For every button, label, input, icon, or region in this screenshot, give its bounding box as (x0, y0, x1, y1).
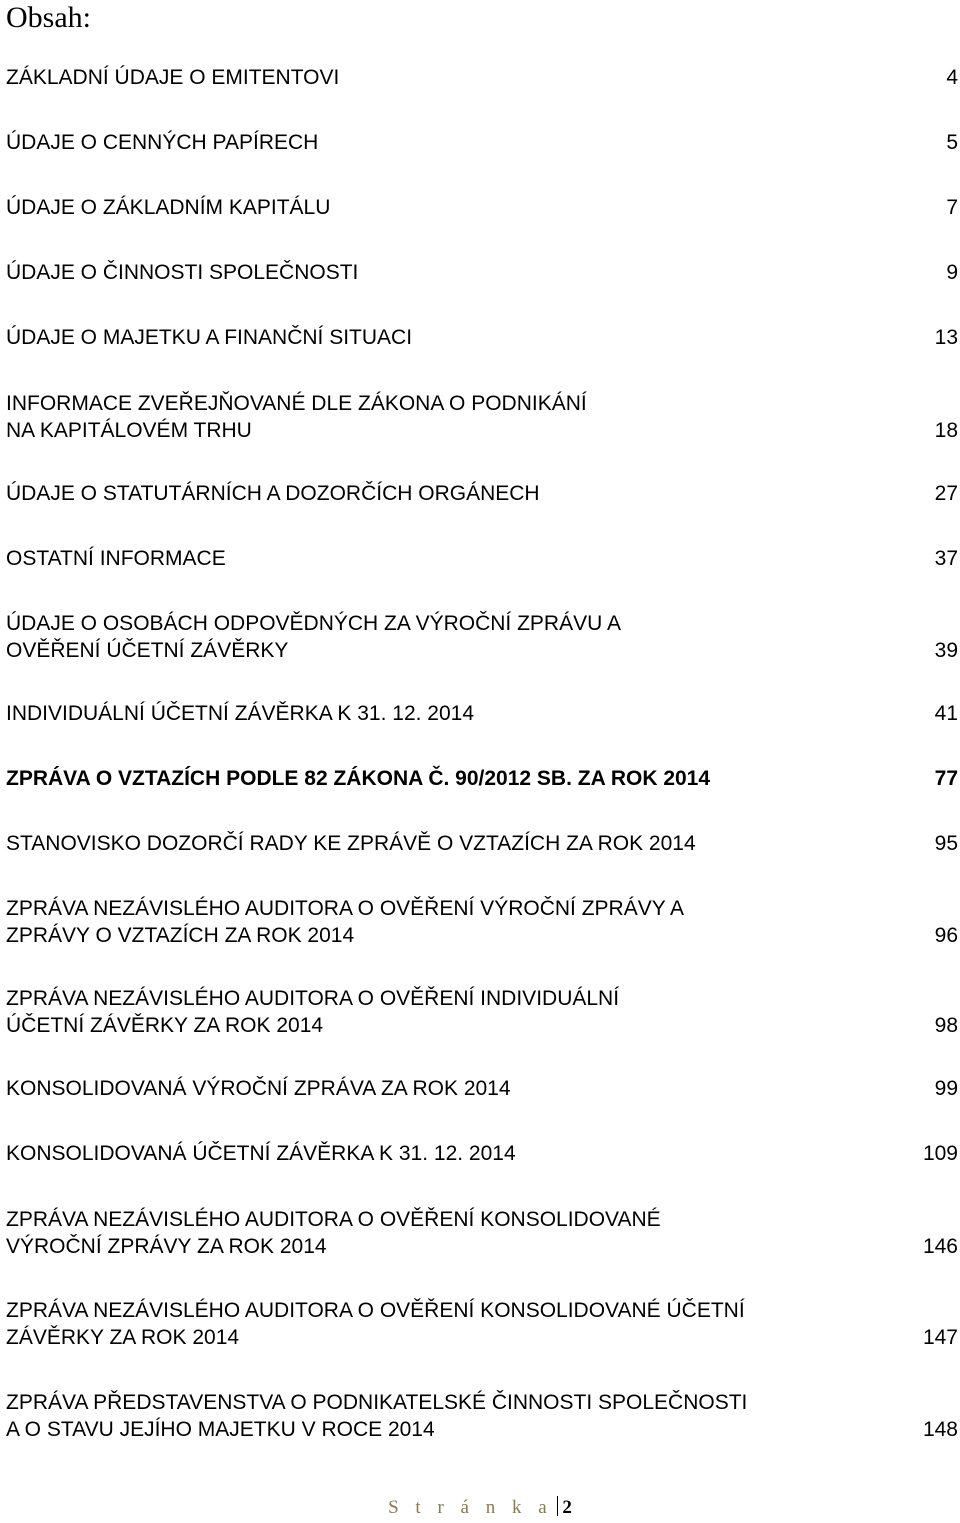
toc-entry[interactable] (6, 259, 958, 286)
toc-entry-title: ZPRÁVA PŘEDSTAVENSTVA O PODNIKATELSKÉ ČINNOSTI SPOLEČNOSTI (6, 1391, 748, 1414)
toc-entry-page-number: 37 (934, 547, 958, 570)
toc-entry-title: VÝROČNÍ ZPRÁVY ZA ROK 2014 (6, 1235, 327, 1258)
toc-entry-title: ZPRÁVA O VZTAZÍCH PODLE 82 ZÁKONA Č. 90/2012 SB. ZA ROK 2014 (6, 767, 711, 790)
toc-entry[interactable] (6, 324, 958, 351)
toc-entry-page-number: 99 (934, 1077, 958, 1100)
page-footer (0, 1496, 960, 1520)
toc-entry-page-number: 96 (934, 924, 958, 947)
toc-entry-page-number: 4 (946, 66, 958, 89)
toc-entry[interactable] (6, 390, 958, 444)
toc-entry-title: KONSOLIDOVANÁ ÚČETNÍ ZÁVĚRKA K 31. 12. 2014 (6, 1142, 516, 1165)
toc-entry-page-number: 18 (934, 419, 958, 442)
toc-entry[interactable] (6, 1206, 958, 1260)
toc-entry-title: A O STAVU JEJÍHO MAJETKU V ROCE 2014 (6, 1418, 435, 1441)
toc-entry-page-number: 9 (946, 261, 958, 284)
toc-entry-title: ÚDAJE O CENNÝCH PAPÍRECH (6, 131, 319, 154)
toc-entry-title: ÚDAJE O ZÁKLADNÍM KAPITÁLU (6, 196, 331, 219)
toc-entry[interactable] (6, 830, 958, 857)
toc-entry-page-number: 95 (934, 832, 958, 855)
toc-entry-title: ZPRÁVA NEZÁVISLÉHO AUDITORA O OVĚŘENÍ KONSOLIDOVANÉ ÚČETNÍ (6, 1299, 745, 1322)
toc-entry[interactable] (6, 895, 958, 949)
toc-entry-page-number: 109 (922, 1142, 958, 1165)
toc-entry-page-number: 77 (934, 767, 958, 790)
toc-entry[interactable] (6, 1297, 958, 1351)
toc-entry-title: ZÁVĚRKY ZA ROK 2014 (6, 1326, 240, 1349)
toc-entry[interactable] (6, 129, 958, 156)
toc-entry-page-number: 98 (934, 1014, 958, 1037)
toc-entry-page-number: 5 (946, 131, 958, 154)
toc-entry[interactable] (6, 1389, 958, 1443)
toc-entry[interactable] (6, 194, 958, 221)
page-title: Obsah: (6, 1, 91, 34)
toc-entry-page-number: 13 (934, 326, 958, 349)
toc-entry-title: ZPRÁVA NEZÁVISLÉHO AUDITORA O OVĚŘENÍ INDIVIDUÁLNÍ (6, 987, 620, 1010)
toc-entry-title: ÚDAJE O ČINNOSTI SPOLEČNOSTI (6, 261, 359, 284)
toc-entry[interactable] (6, 1140, 958, 1167)
toc-entry[interactable] (6, 610, 958, 664)
toc-entry-page-number: 146 (922, 1235, 958, 1258)
toc-entry-page-number: 147 (922, 1326, 958, 1349)
toc-entry[interactable] (6, 64, 958, 91)
toc-entry-title: ÚDAJE O MAJETKU A FINANČNÍ SITUACI (6, 326, 413, 349)
toc-entry-title: ZPRÁVA NEZÁVISLÉHO AUDITORA O OVĚŘENÍ VÝROČNÍ ZPRÁVY A (6, 897, 685, 920)
toc-entry-title: ZÁKLADNÍ ÚDAJE O EMITENTOVI (6, 66, 340, 89)
toc-entry-title: ÚDAJE O OSOBÁCH ODPOVĚDNÝCH ZA VÝROČNÍ ZPRÁVU A (6, 612, 621, 635)
toc-entry-page-number: 148 (922, 1418, 958, 1441)
toc-entry-title: KONSOLIDOVANÁ VÝROČNÍ ZPRÁVA ZA ROK 2014 (6, 1077, 511, 1100)
toc-entry-title: STANOVISKO DOZORČÍ RADY KE ZPRÁVĚ O VZTAZÍCH ZA ROK 2014 (6, 832, 696, 855)
toc-entry-title: ÚČETNÍ ZÁVĚRKY ZA ROK 2014 (6, 1014, 324, 1037)
toc-entry[interactable] (6, 545, 958, 572)
toc-entry[interactable] (6, 1075, 958, 1102)
toc-entry-page-number: 39 (934, 639, 958, 662)
toc-entry-title: INDIVIDUÁLNÍ ÚČETNÍ ZÁVĚRKA K 31. 12. 2014 (6, 702, 475, 725)
toc-entry-page-number: 27 (934, 482, 958, 505)
toc-entry-title: NA KAPITÁLOVÉM TRHU (6, 419, 252, 442)
toc-entry-title: ZPRÁVY O VZTAZÍCH ZA ROK 2014 (6, 924, 355, 947)
toc-entry-title: OVĚŘENÍ ÚČETNÍ ZÁVĚRKY (6, 639, 289, 662)
footer-label: S t r á n k a (388, 1497, 553, 1518)
footer-page-number: 2 (562, 1497, 572, 1518)
toc-entry-title: INFORMACE ZVEŘEJŇOVANÉ DLE ZÁKONA O PODNIKÁNÍ (6, 392, 587, 415)
toc-entry-title: ÚDAJE O STATUTÁRNÍCH A DOZORČÍCH ORGÁNECH (6, 482, 540, 505)
toc-entry[interactable] (6, 765, 958, 792)
footer-separator (557, 1496, 558, 1516)
toc-entry[interactable] (6, 985, 958, 1039)
toc-entry-title: ZPRÁVA NEZÁVISLÉHO AUDITORA O OVĚŘENÍ KONSOLIDOVANÉ (6, 1208, 661, 1231)
toc-entry[interactable] (6, 480, 958, 507)
toc-entry[interactable] (6, 700, 958, 727)
toc-entry-title: OSTATNÍ INFORMACE (6, 547, 226, 570)
toc-entry-page-number: 41 (934, 702, 958, 725)
toc-entry-page-number: 7 (946, 196, 958, 219)
